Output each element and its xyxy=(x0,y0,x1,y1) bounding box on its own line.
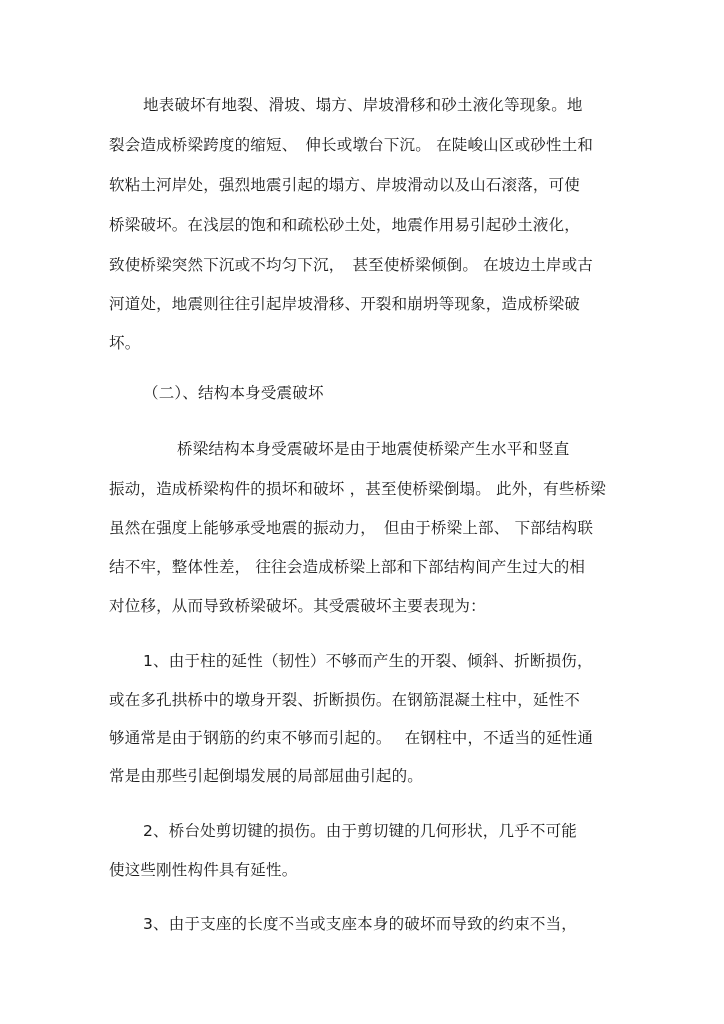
text-line: 常是由那些引起倒塌发展的局部屈曲引起的。 xyxy=(109,767,424,785)
text-line: 河道处，地震则往往引起岸坡滑移、开裂和崩坍等现象，造成桥梁破 xyxy=(109,295,581,313)
text-line: 坏。 xyxy=(109,334,141,352)
text-line: 使这些刚性构件具有延性。 xyxy=(109,861,298,879)
text-line: 裂会造成桥梁跨度的缩短、 伸长或墩台下沉。 在陡峻山区或砂性土和 xyxy=(109,136,594,154)
text-line: 1、由于柱的延性（韧性）不够而产生的开裂、倾斜、折断损伤， xyxy=(143,652,593,670)
text-line: 或在多孔拱桥中的墩身开裂、折断损伤。在钢筋混凝土柱中，延性不 xyxy=(109,691,581,709)
text-line: 虽然在强度上能够承受地震的振动力， 但由于桥梁上部、 下部结构联 xyxy=(109,519,594,537)
text-line: 够通常是由于钢筋的约束不够而引起的。 在钢柱中，不适当的延性通 xyxy=(109,729,594,747)
text-line: 地表破坏有地裂、滑坡、塌方、岸坡滑移和砂土液化等现象。地 xyxy=(143,96,583,114)
text-line: 桥梁结构本身受震破坏是由于地震使桥梁产生水平和竖直 xyxy=(177,440,570,458)
text-line: 结不牢，整体性差， 往往会造成桥梁上部和下部结构间产生过大的相 xyxy=(109,558,586,576)
text-line: 桥梁破坏。在浅层的饱和和疏松砂土处，地震作用易引起砂土液化， xyxy=(109,216,581,234)
text-line: 对位移，从而导致桥梁破坏。其受震破坏主要表现为： xyxy=(109,597,486,615)
text-line: 致使桥梁突然下沉或不均匀下沉， 甚至使桥梁倾倒。 在坡边土岸或古 xyxy=(109,256,594,274)
text-line: 软粘土河岸处，强烈地震引起的塌方、岸坡滑动以及山石滚落，可使 xyxy=(109,176,581,194)
text-line: 3、由于支座的长度不当或支座本身的破坏而导致的约束不当， xyxy=(143,915,577,933)
section-heading: （二）、结构本身受震破坏 xyxy=(143,384,324,402)
text-line: 振动，造成桥梁构件的损坏和破坏 ，甚至使桥梁倒塌。 此外，有些桥梁 xyxy=(109,480,606,498)
text-line: 2、桥台处剪切键的损伤。由于剪切键的几何形状，几乎不可能 xyxy=(143,822,577,840)
